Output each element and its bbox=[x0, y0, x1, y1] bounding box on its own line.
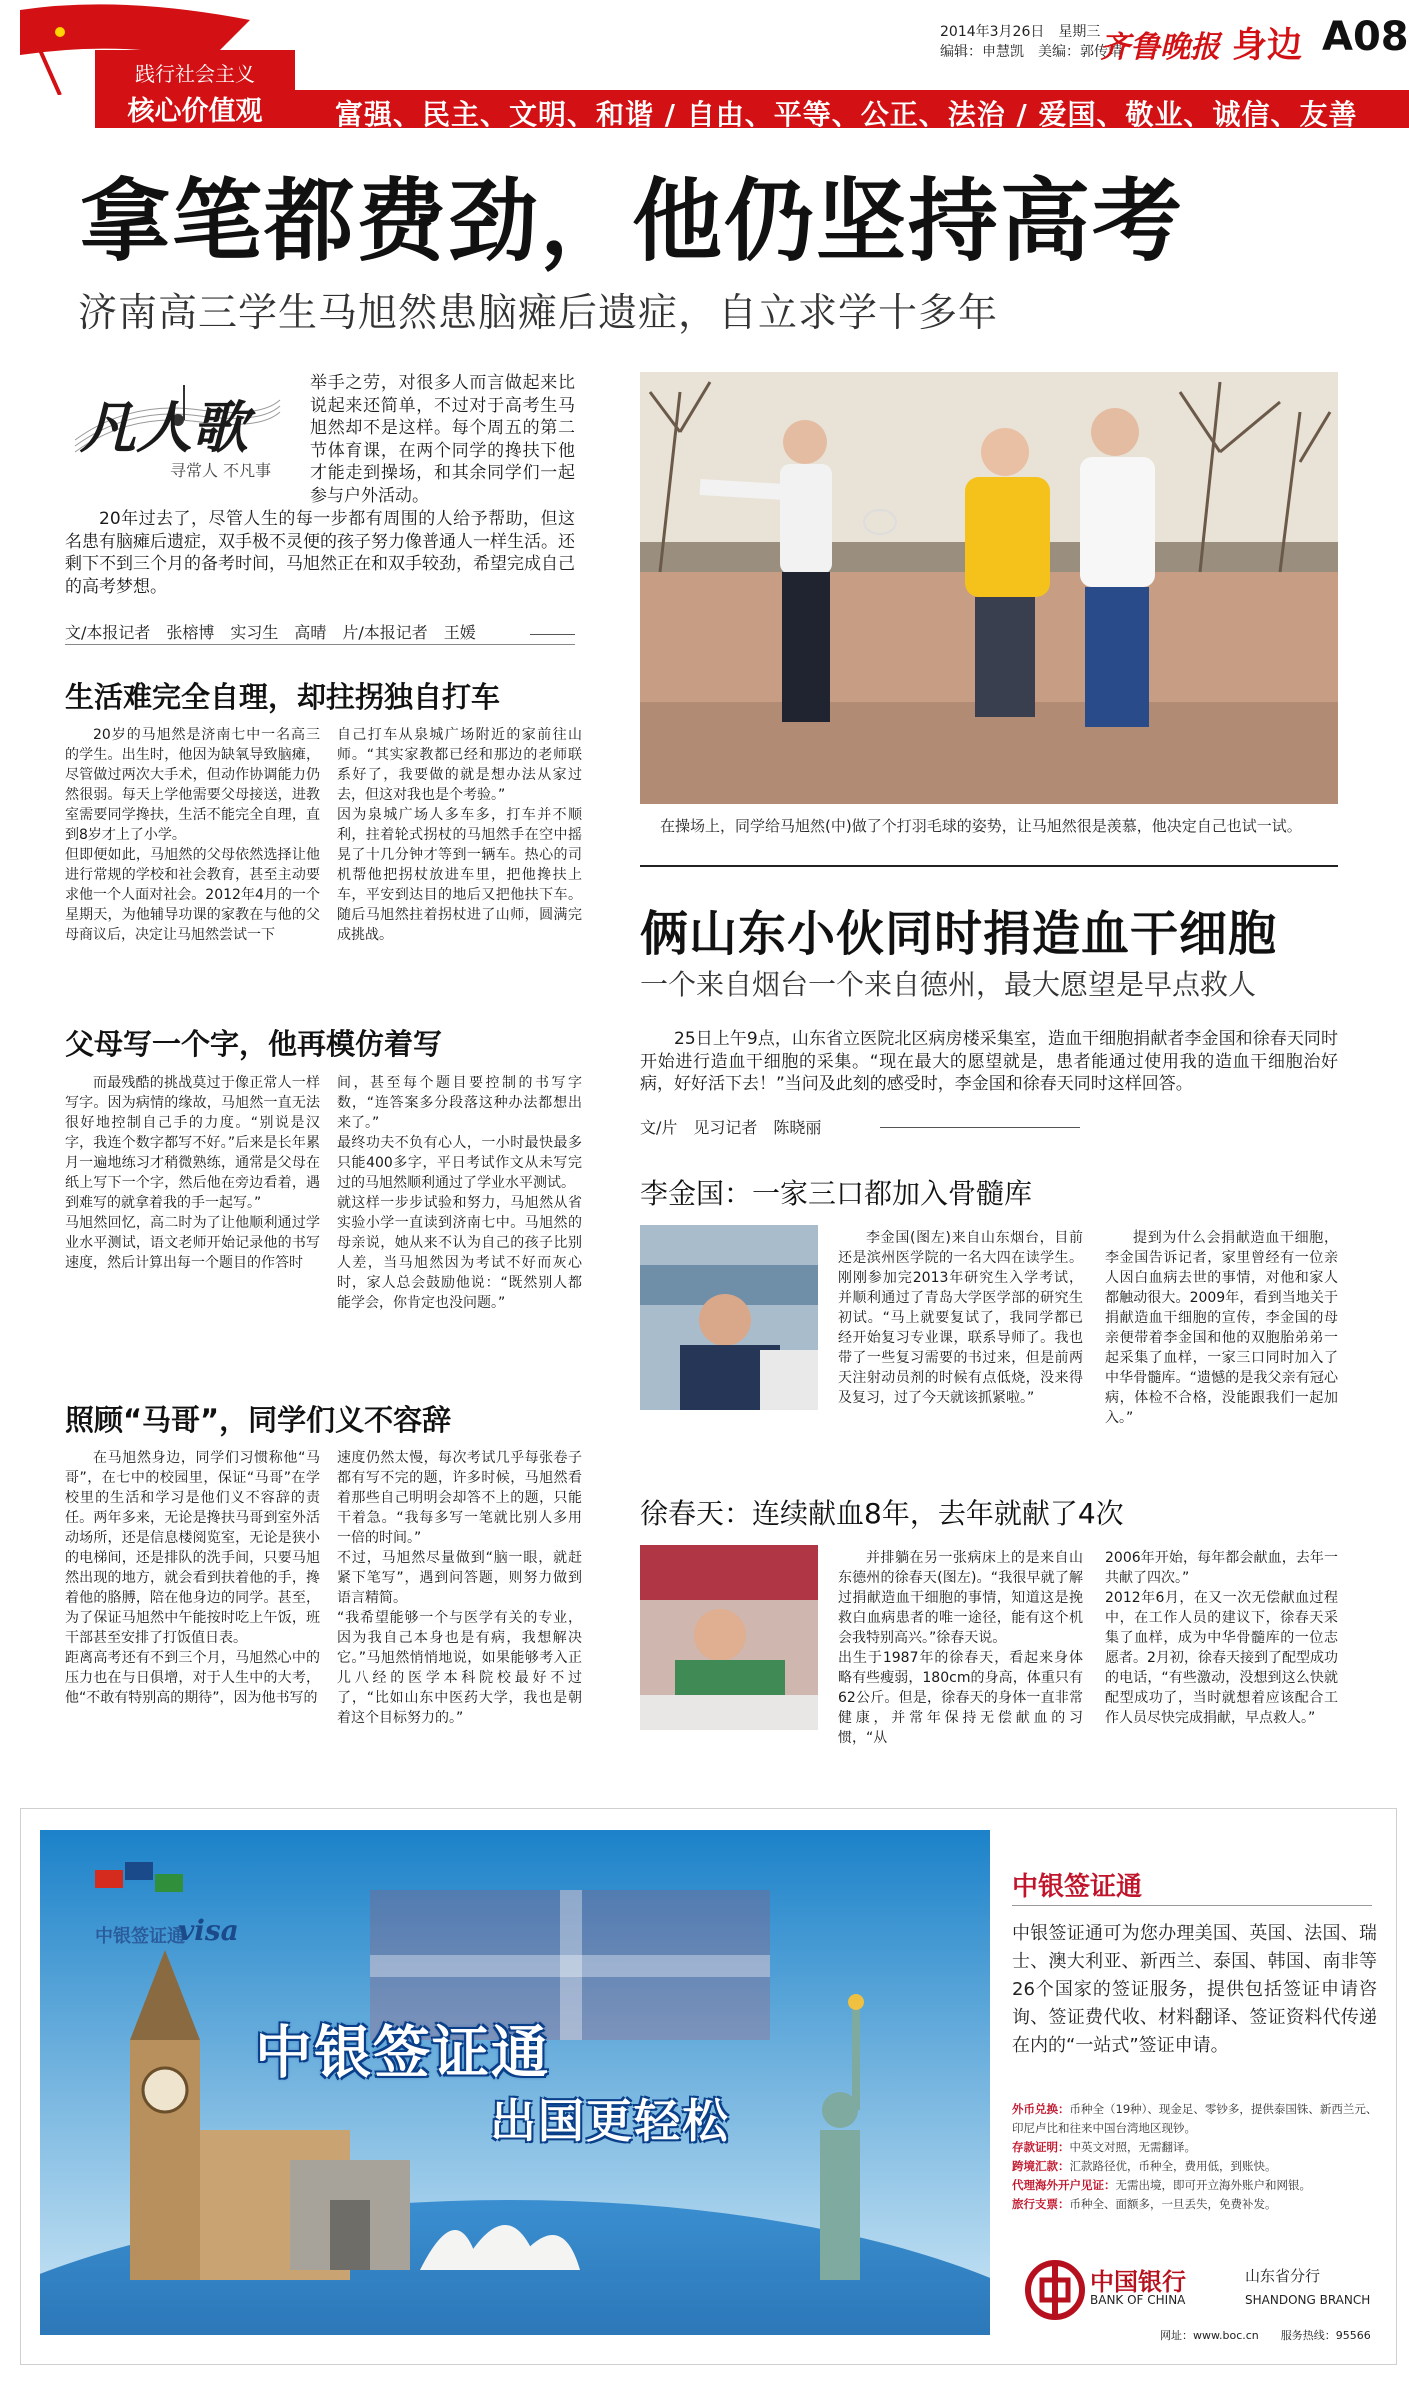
byline-rule bbox=[530, 634, 575, 635]
section-heading: 父母写一个字，他再模仿着写 bbox=[65, 1027, 443, 1061]
core-values-line2: 核心价值观 bbox=[127, 96, 263, 127]
story2-headline: 俩山东小伙同时捐造血干细胞 bbox=[640, 906, 1278, 962]
ad-logo-visa: visa bbox=[178, 1914, 239, 1947]
divider bbox=[640, 865, 1338, 867]
section-text-col2: 速度仍然太慢，每次考试几乎每张卷子都有写不完的题，许多时候，马旭然看着那些自己明明会却答不上的题，只能干着急。“我每多写一笔就比别人多用一倍的时间。” 不过，马旭然尽量做到“脑一眼，就赶紧下笔写”，遇到问答题，则努力做到语言精简。 “我希望能够一个与医学有关的专业，因为我自己本身也是有病，我想解决它。”马旭然悄悄地说，如果能够考入正儿八经的医学本科院校最好不过了，“比如山东中医药大学，我也是朝着这个目标努力的。” bbox=[337, 1450, 582, 1726]
newspaper-name: 齐鲁晚报 bbox=[1100, 30, 1220, 65]
page-number: A08 bbox=[1322, 14, 1409, 60]
ad-service-item bbox=[1012, 2100, 1382, 2138]
ad-service-label: 跨境汇款： bbox=[1012, 2159, 1070, 2173]
ad-service-item bbox=[1012, 2138, 1382, 2157]
core-values-text: 富强、民主、文明、和谐 / 自由、平等、公正、法治 / 爱国、敬业、诚信、友善 bbox=[335, 98, 1358, 131]
story1-intro-right: 举手之劳，对很多人而言做起来比说起来还简单，不过对于高考生马旭然却不是这样。每个周五的第二节体育课，在两个同学的搀扶下他才能走到操场，和其余同学们一起参与户外活动。 bbox=[310, 373, 575, 506]
ad-title: 中银签证通 bbox=[1012, 1872, 1143, 1902]
core-values-badge bbox=[95, 50, 295, 128]
ad-service-label: 存款证明： bbox=[1012, 2140, 1070, 2154]
story2-subheadline: 一个来自烟台一个来自德州，最大愿望是早点救人 bbox=[640, 968, 1257, 1001]
subsection-text-col2: 提到为什么会捐献造血干细胞，李金国告诉记者，家里曾经有一位亲人因白血病去世的事情，对他和家人都触动很大。2009年，看到当地关于捐献造血干细胞的宣传，李金国的母亲便带着李金国和他的双胞胎弟弟一起采集了血样，一家三口同时加入了中华骨髓库。“遗憾的是我父亲有冠心病，体检不合格，没能跟我们一起加入。” bbox=[1105, 1230, 1338, 1426]
bank-contact: 网址：www.boc.cn 服务热线：95566 bbox=[1160, 2329, 1371, 2342]
section-heading: 生活难完全自理，却拄拐独自打车 bbox=[65, 680, 501, 714]
section-text-col1: 20岁的马旭然是济南七中一名高三的学生。出生时，他因为缺氧导致脑瘫，尽管做过两次大手术，但动作协调能力仍然很弱。每天上学他需要父母接送，进教室需要同学搀扶，生活不能完全自理，直到8岁才上了小学。 但即便如此，马旭然的父母依然选择让他进行常规的学校和社会教育，甚至主动要求他一个人面对社会。2012年4月的一个星期天，为他辅导功课的家教在与他的父母商议后，决定让马旭然尝试一下 bbox=[65, 727, 320, 943]
ad-slogan-sub: 出国更轻松 bbox=[490, 2094, 730, 2148]
byline-rule bbox=[880, 1127, 1080, 1128]
ad-service-label: 代理海外开户见证： bbox=[1012, 2178, 1116, 2192]
bank-of-china-logo-icon bbox=[1025, 2260, 1085, 2320]
ad-service-label: 旅行支票： bbox=[1012, 2197, 1070, 2211]
bank-name-en: BANK OF CHINA bbox=[1090, 2293, 1186, 2307]
ad-service-item bbox=[1012, 2157, 1382, 2176]
subsection-text-col1: 李金国(图左)来自山东烟台，目前还是滨州医学院的一名大四在读学生。刚刚参加完2013年研究生入学考试，并顺利通过了青岛大学医学部的研究生初试。“马上就要复试了，我同学都已经开始复习专业课，联系导师了。我也带了一些复习需要的书过来，但是前两天注射动员剂的时候有点低烧，没来得及复习，过了今天就该抓紧啦。” bbox=[838, 1230, 1083, 1406]
ad-description: 中银签证通可为您办理美国、英国、法国、瑞士、澳大利亚、新西兰、泰国、韩国、南非等26个国家的签证服务，提供包括签证申请咨询、签证费代收、材料翻译、签证资料代传递在内的“一站式”签证申请。 bbox=[1012, 1923, 1377, 2056]
ad-service-text: 汇款路径优，币种全，费用低，到账快。 bbox=[1069, 2159, 1277, 2173]
divider bbox=[65, 644, 575, 645]
section-heading: 照顾“马哥”，同学们义不容辞 bbox=[65, 1403, 452, 1437]
subsection-text-col1: 并排躺在另一张病床上的是来自山东德州的徐春天(图左)。“我很早就了解过捐献造血干细胞的事情，知道这是挽救白血病患者的唯一途径，能有这个机会我特别高兴。”徐春天说。 出生于1987年的徐春天，看起来身体略有些瘦弱，180cm的身高，体重只有62公斤。但是，徐春天的身体一直非常健康，并常年保持无偿献血的习惯，“从 bbox=[838, 1550, 1083, 1746]
ad-service-text: 币种全（19种）、现金足、零钞多，提供泰国铢、新西兰元、印尼卢比和往来中国台湾地区现钞。 bbox=[1012, 2102, 1378, 2135]
ad-service-text: 中英文对照，无需翻译。 bbox=[1069, 2140, 1196, 2154]
editors: 编辑：申慧凯 美编：郭传靖 bbox=[940, 44, 1122, 60]
main-subheadline: 济南高三学生马旭然患脑瘫后遗症，自立求学十多年 bbox=[78, 291, 999, 336]
column-logo bbox=[70, 380, 285, 490]
story2-byline: 文/片 见习记者 陈晓丽 bbox=[640, 1118, 822, 1137]
news-photo bbox=[640, 372, 1338, 804]
ad-service-item bbox=[1012, 2176, 1382, 2195]
subsection-heading: 李金国：一家三口都加入骨髓库 bbox=[640, 1177, 1033, 1210]
branch-name-en: SHANDONG BRANCH bbox=[1245, 2293, 1371, 2307]
ad-service-text: 币种全、面额多，一旦丢失，免费补发。 bbox=[1069, 2197, 1277, 2211]
subsection-text-col2: 2006年开始，每年都会献血，去年一共献了四次。” 2012年6月，在又一次无偿献血过程中，在工作人员的建议下，徐春天采集了血样，成为中华骨髓库的一位志愿者。2月初，徐春天接到了配型成功的电话，“有些激动，没想到这么快就配型成功了，当时就想着应该配合工作人员尽快完成捐献，早点救人。” bbox=[1105, 1550, 1338, 1726]
story1-byline: 文/本报记者 张榕博 实习生 高晴 片/本报记者 王媛 bbox=[65, 623, 476, 642]
ad-logo-text: 中银签证通 bbox=[95, 1926, 185, 1947]
bank-name-cn: 中国银行 bbox=[1090, 2267, 1186, 2296]
patient-in-bed-illustration bbox=[640, 1225, 818, 1410]
students-playground-illustration bbox=[640, 372, 1338, 804]
ad-title-rule bbox=[1012, 1905, 1372, 1906]
main-headline: 拿笔都费劲，他仍坚持高考 bbox=[80, 169, 1184, 274]
column-tagline: 寻常人 不凡事 bbox=[170, 461, 272, 480]
core-values-line1: 践行社会主义 bbox=[135, 62, 255, 86]
story2-intro: 25日上午9点，山东省立医院北区病房楼采集室，造血干细胞捐献者李金国和徐春天同时开始进行造血干细胞的采集。“现在最大的愿望就是，患者能通过使用我的造血干细胞治好病，好好活下去！”当问及此刻的感受时，李金国和徐春天同时这样回答。 bbox=[640, 1029, 1338, 1094]
page-meta bbox=[940, 22, 1122, 62]
subsection-heading: 徐春天：连续献血8年，去年就献了4次 bbox=[640, 1497, 1124, 1530]
ad-slogan-main: 中银签证通 bbox=[255, 2020, 550, 2086]
section-text-col1: 在马旭然身边，同学们习惯称他“马哥”，在七中的校园里，保证“马哥”在学校里的生活和学习是他们义不容辞的责任。两年多来，无论是搀扶马哥到室外活动场所，还是信息楼阅览室，无论是狭小的电梯间，还是排队的洗手间，只要马旭然出现的地方，就会看到扶着他的手，搀着他的胳膊，陪在他身边的同学。甚至，为了保证马旭然中午能按时吃上午饭，班干部甚至安排了打饭值日表。 距离高考还有不到三个月，马旭然心中的压力也在与日俱增，对于人生中的大考，他“不敢有特别高的期待”，因为他书写的 bbox=[65, 1450, 320, 1706]
section-name: 身边 bbox=[1232, 26, 1303, 66]
photo-caption: 在操场上，同学给马旭然(中)做了个打羽毛球的姿势，让马旭然很是羡慕，他决定自己也试一试。 bbox=[660, 817, 1302, 835]
section-text-col2: 自己打车从泉城广场附近的家前往山师。“其实家教都已经和那边的老师联系好了，我要做的就是想办法从家过去，但这对我也是个考验。” 因为泉城广场人多车多，打车并不顺利，拄着轮式拐杖的马旭然手在空中摇晃了十几分钟才等到一辆车。热心的司机帮他把拐杖放进车里，把他搀扶上车，平安到达目的地后又把他扶下车。随后马旭然拄着拐杖进了山师，圆满完成挑战。 bbox=[337, 727, 582, 943]
ad-service-list bbox=[1012, 2100, 1382, 2214]
ad-service-label: 外币兑换： bbox=[1012, 2102, 1070, 2116]
column-title: 凡人歌 bbox=[80, 395, 248, 461]
issue-date: 2014年3月26日 星期三 bbox=[940, 24, 1101, 40]
donor-photo-li bbox=[640, 1225, 818, 1410]
ad-service-text: 无需出境，即可开立海外账户和网银。 bbox=[1115, 2178, 1311, 2192]
story1-intro-main: 20年过去了，尽管人生的每一步都有周围的人给予帮助，但这名患有脑瘫后遗症，双手极不灵便的孩子努力像普通人一样生活。还剩下不到三个月的备考时间，马旭然正在和双手较劲，希望完成自己的高考梦想。 bbox=[65, 509, 575, 597]
section-text-col2: 间，甚至每个题目要控制的书写字数，“连答案多分段落这种办法都想出来了。” 最终功夫不负有心人，一小时最快最多只能400多字，平日考试作文从未写完过的马旭然顺利通过了学业水平测试。 就这样一步步试验和努力，马旭然从省实验小学一直读到济南七中。马旭然的母亲说，她从来不认为自己的孩子比别人差，当马旭然因为考试不好而灰心时，家人总会鼓励他说：“既然别人都能学会，你肯定也没问题。” bbox=[337, 1075, 582, 1311]
ad-service-item bbox=[1012, 2195, 1382, 2214]
section-text-col1: 而最残酷的挑战莫过于像正常人一样写字。因为病情的缘故，马旭然一直无法很好地控制自己手的力度。“别说是汉字，我连个数字都写不好。”后来是长年累月一遍地练习才稍微熟练，通常是父母在纸上写下一个字，然后他在旁边看着，遇到难写的就拿着我的手一起写。” 马旭然回忆，高二时为了让他顺利通过学业水平测试，语文老师开始记录他的书写速度，然后计算出每一个题目的作答时 bbox=[65, 1075, 320, 1271]
patient-in-bed-illustration bbox=[640, 1545, 818, 1730]
branch-name-cn: 山东省分行 bbox=[1245, 2267, 1321, 2285]
donor-photo-xu bbox=[640, 1545, 818, 1730]
